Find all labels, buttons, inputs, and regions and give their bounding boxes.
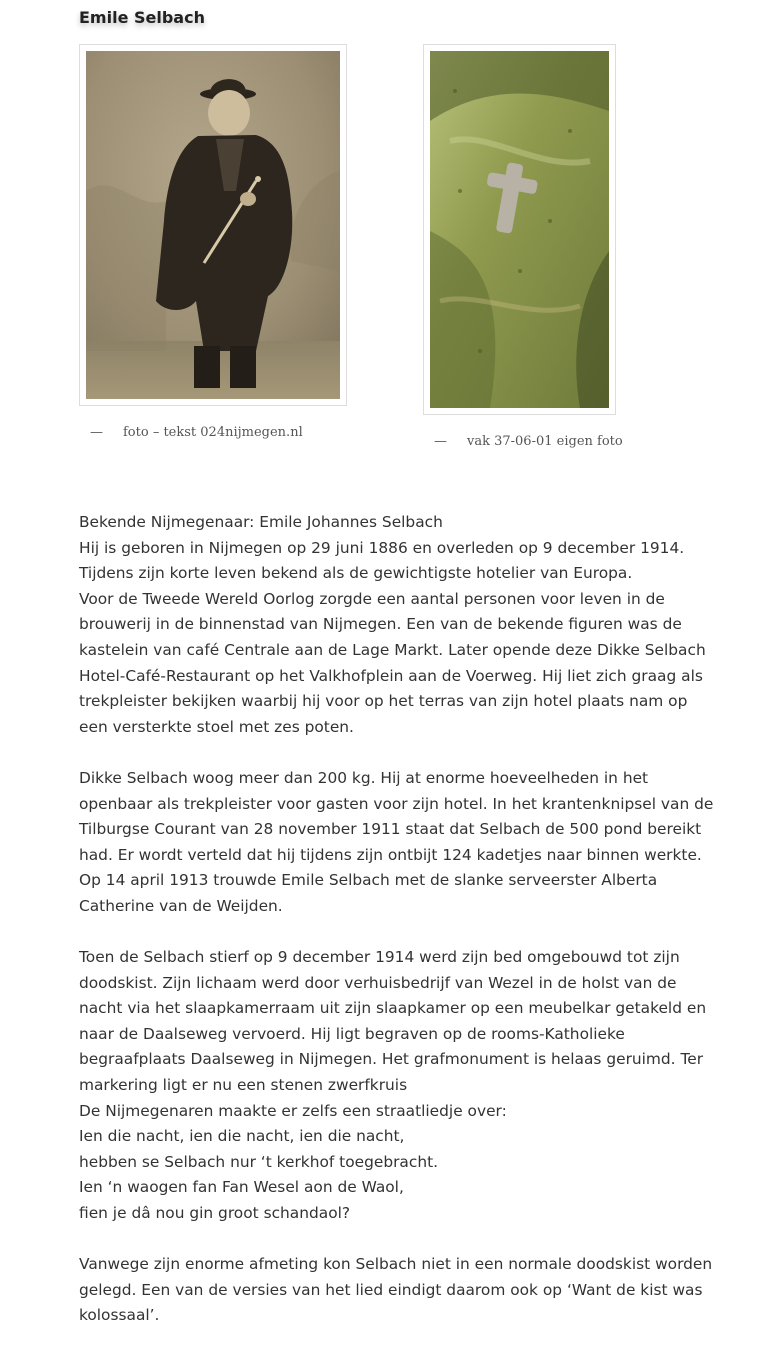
text-line: Bekende Nijmegenaar: Emile Johannes Selbach <box>79 513 443 531</box>
caption-dash: — <box>90 425 103 440</box>
grave-photo[interactable] <box>430 51 609 408</box>
grave-caption <box>434 434 623 449</box>
text-line: Hij is geboren in Nijmegen op 29 juni 1886 en overleden op 9 december 1914. <box>79 538 685 557</box>
portrait-caption <box>90 425 303 440</box>
text-line: Toen de Selbach stierf op 9 december 1914 werd zijn bed omgebouwd tot zijn <box>79 948 680 967</box>
portrait-photo[interactable] <box>86 51 340 399</box>
text-line: doodskist. Zijn lichaam werd door verhuisbedrijf van Wezel in de holst van de <box>79 973 677 992</box>
caption-dash: — <box>434 434 447 449</box>
grave-figure <box>423 44 616 415</box>
text-line: gelegd. Een van de versies van het lied eindigt daarom ook op ‘Want de kist was <box>79 1280 703 1299</box>
paragraph <box>79 1252 739 1329</box>
text-line: kastelein van café Centrale aan de Lage Markt. Later opende deze Dikke Selbach <box>79 640 706 659</box>
text-line: een versterkte stoel met zes poten. <box>79 717 354 736</box>
text-line: begraafplaats Daalseweg in Nijmegen. Het grafmonument is helaas geruimd. Ter <box>79 1050 704 1069</box>
text-line: Tilburgse Courant van 28 november 1911 staat dat Selbach de 500 pond bereikt <box>79 820 702 839</box>
text-line: kolossaal’. <box>79 1306 160 1325</box>
grave-cross-grass-photo-icon <box>430 51 609 408</box>
text-line: had. Er wordt verteld dat hij tijdens zijn ontbijt 124 kadetjes naar binnen werkte. <box>79 845 702 864</box>
text-line: Vanwege zijn enorme afmeting kon Selbach niet in een normale doodskist worden <box>79 1255 713 1274</box>
text-line: Hotel-Café-Restaurant op het Valkhofplein aan de Voerweg. Hij liet zich graag als <box>79 666 703 685</box>
sepia-portrait-photo-icon <box>86 51 340 399</box>
text-line: Dikke Selbach woog meer dan 200 kg. Hij at enorme hoeveelheden in het <box>79 768 649 787</box>
text-line: Catherine van de Weijden. <box>79 896 283 915</box>
text-line: Tijdens zijn korte leven bekend als de gewichtigste hotelier van Europa. <box>79 564 633 583</box>
page-title: Emile Selbach <box>79 8 205 27</box>
portrait-figure <box>79 44 347 406</box>
paragraph <box>79 510 739 740</box>
text-line: brouwerij in de binnenstad van Nijmegen. Een van de bekende figuren was de <box>79 615 682 634</box>
text-line: openbaar als trekpleister voor gasten voor zijn hotel. In het krantenknipsel van de <box>79 794 714 813</box>
text-line: markering ligt er nu een stenen zwerfkruis <box>79 1076 408 1095</box>
text-line: De Nijmegenaren maakte er zelfs een straatliedje over: <box>79 1101 507 1120</box>
text-line: Op 14 april 1913 trouwde Emile Selbach met de slanke serveerster Alberta <box>79 871 658 890</box>
text-line: trekpleister bekijken waarbij hij voor op het terras van zijn hotel plaats nam op <box>79 692 688 711</box>
article-body <box>79 510 739 1355</box>
paragraph <box>79 945 739 1227</box>
caption-text: foto – tekst 024nijmegen.nl <box>123 425 303 440</box>
text-line: Ien die nacht, ien die nacht, ien die nacht, <box>79 1127 405 1146</box>
caption-text: vak 37-06-01 eigen foto <box>467 434 623 449</box>
text-line: hebben se Selbach nur ‘t kerkhof toegebracht. <box>79 1152 439 1171</box>
text-line: fien je dâ nou gin groot schandaol? <box>79 1204 351 1223</box>
text-line: naar de Daalseweg vervoerd. Hij ligt begraven op de rooms-Katholieke <box>79 1024 625 1043</box>
text-line: nacht via het slaapkamerraam uit zijn slaapkamer op een meubelkar getakeld en <box>79 999 707 1018</box>
text-line: Voor de Tweede Wereld Oorlog zorgde een aantal personen voor leven in de <box>79 589 665 608</box>
paragraph <box>79 766 739 920</box>
text-line: Ien ‘n waogen fan Fan Wesel aon de Waol, <box>79 1178 404 1197</box>
